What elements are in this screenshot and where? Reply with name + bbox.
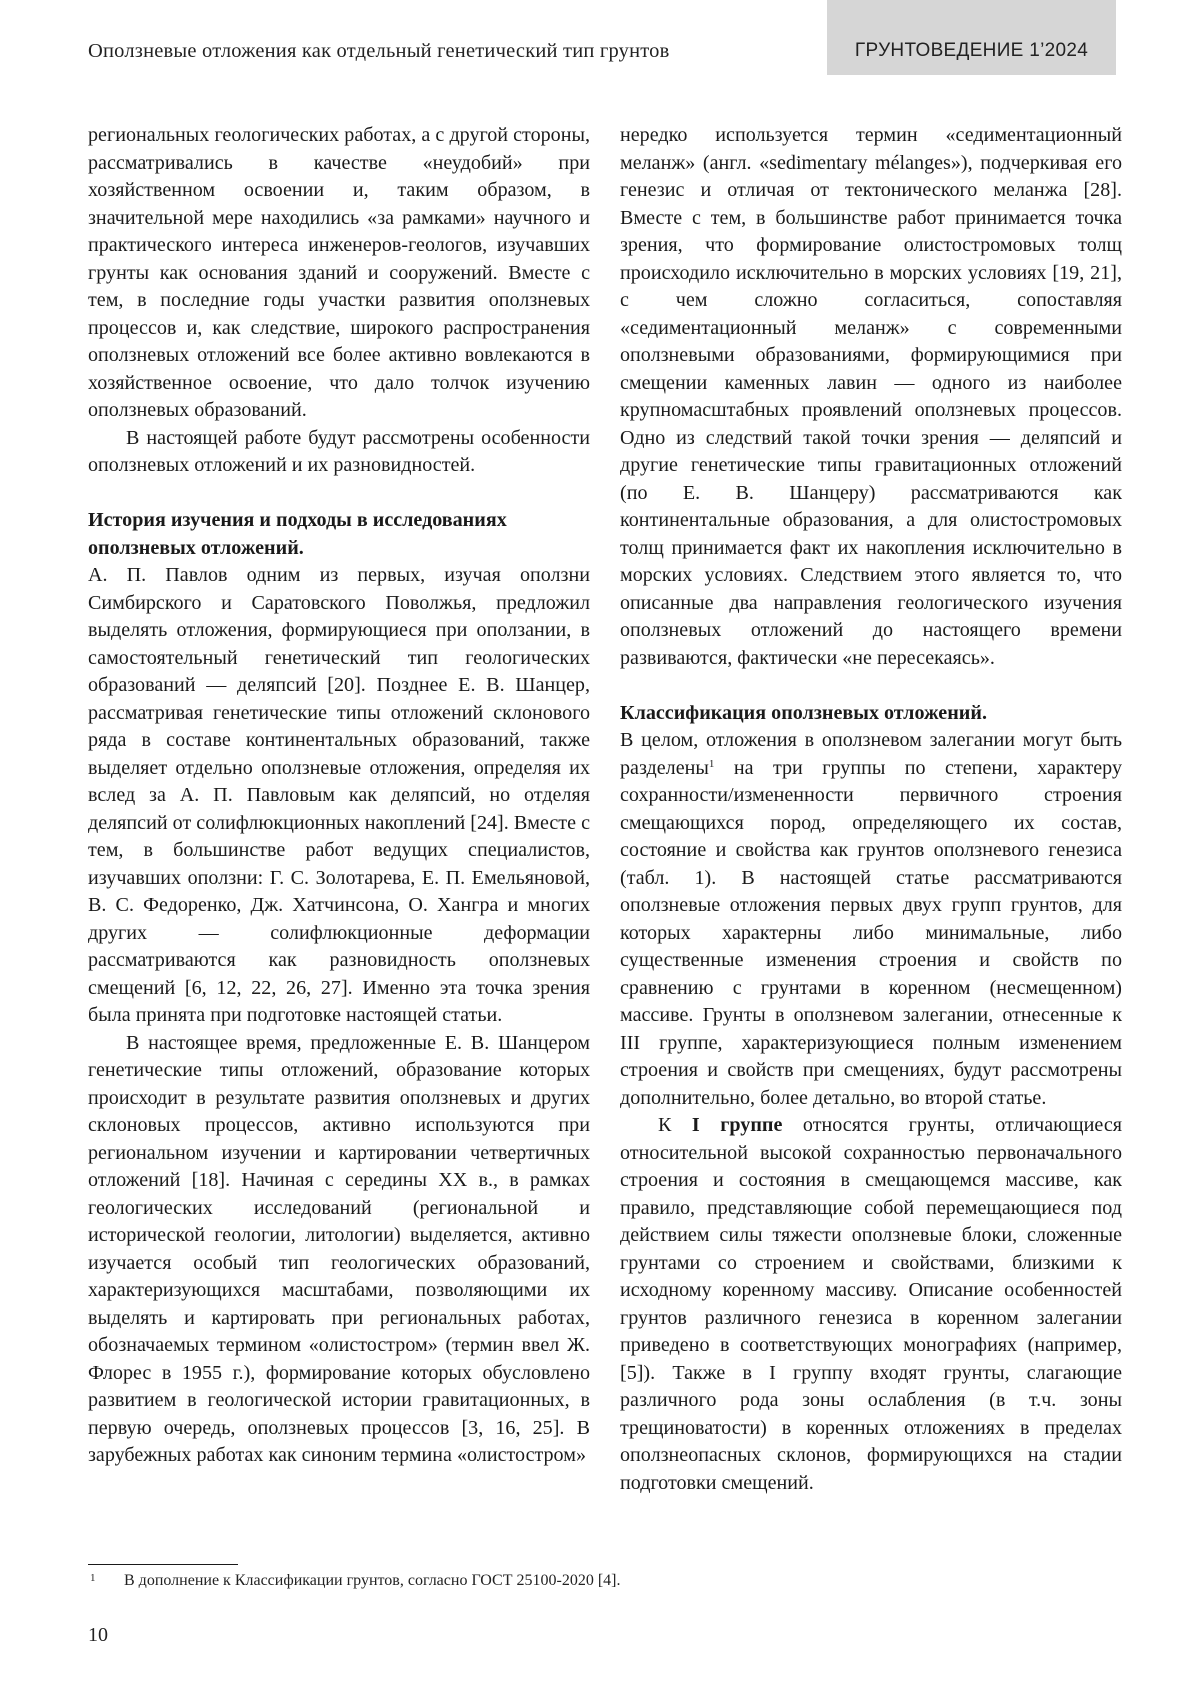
footnote-marker[interactable]: 1 — [708, 757, 715, 770]
paragraph: В настоящее время, предложенные Е. В. Шанцером генетические типы отложений, образование которых происходит в результате развития оползневых и других склоновых процессов, активно используются при региональном изучении и картировании четвертичных отложений [18]. Начиная с середины XX в., в рамках геологических исследований (региональной и исторической геологии, литологии) выделяется, активно изучается особый тип геологических образований, характеризующихся масштабами, позволяющими их выделять и картировать при региональных работах, обозначаемых термином «олистостром» (термин ввел Ж. Флорес в 1955 г.), формирование которых обусловлено развитием в геологической истории гравитационных, в первую очередь, оползневых процессов [3, 16, 25]. В зарубежных работах как синоним термина «олистостром» — [88, 1031, 590, 1466]
journal-header-box — [827, 0, 1116, 75]
footnote-text: В дополнение к Классификации грунтов, согласно ГОСТ 25100-2020 [4]. — [124, 1572, 621, 1589]
text-run: К — [658, 1114, 692, 1136]
text-run: В целом, отложения в оползневом залегании могут быть разделены — [620, 729, 1122, 779]
paragraph: нередко используется термин «седиментационный меланж» (англ. «sedimentary mélanges»), подчеркивая его генезис и отличая от тектонического меланжа [28]. Вместе с тем, в большинстве работ принимается точка зрения, что формирование олистостромовых толщ происходило исключительно в морских условиях [19, 21], с чем сложно согласиться, сопоставляя «седиментационный меланж» с современными оползневыми образованиями, формирующимися при смещении каменных лавин — одного из наиболее крупномасштабных проявлений оползневых процессов. Одно из следствий такой точки зрения — деляпсий и другие генетические типы гравитационных отложений (по Е. В. Шанцеру) рассматриваются как континентальные образования, а для олистостромовых толщ принимается факт их накопления исключительно в морских условиях. Следствием этого является то, что описанные два направления геологического изучения оползневых отложений до настоящего времени развиваются, фактически «не пересекаясь». — [620, 124, 1122, 669]
paragraph — [620, 1112, 1122, 1497]
paragraph: В настоящей работе будут рассмотрены особенности оползневых отложений и их разновидностей. — [88, 426, 590, 476]
right-column — [620, 122, 1122, 1497]
running-title: Оползневые отложения как отдельный генетический тип грунтов — [88, 40, 670, 62]
section-spacer — [620, 672, 1122, 700]
footnote-number: 1 — [90, 1572, 96, 1584]
journal-title: ГРУНТОВЕДЕНИЕ 1’2024 — [854, 40, 1089, 61]
section-heading: История изучения и подходы в исследованиях оползневых отложений. — [88, 509, 507, 559]
bold-term: I группе — [691, 1114, 783, 1136]
page-number: 10 — [88, 1624, 108, 1646]
paragraph: А. П. Павлов одним из первых, изучая оползни Симбирского и Саратовского Поволжья, предложил выделять отложения, формирующиеся при оползании, в самостоятельный генетический тип геологических образований — деляпсий [20]. Позднее Е. В. Шанцер, рассматривая генетические типы отложений склонового ряда в составе континентальных образований, также выделяет отдельно оползневые отложения, определяя их вслед за А. П. Павловым как деляпсий, но отделяя деляпсий от солифлюкционных накоплений [24]. Вместе с тем, в большинстве работ ведущих специалистов, изучавших оползни: Г. С. Золотарева, Е. П. Емельяновой, В. С. Федоренко, Дж. Хатчинсона, О. Хангра и многих других — солифлюкционные деформации рассматриваются как разновидность оползневых смещений [6, 12, 22, 26, 27]. Именно эта точка зрения была принята при подготовке настоящей статьи. — [88, 564, 590, 1026]
text-run: относятся грунты, отличающиеся относительной высокой сохранностью первоначального строения и состояния в смещающемся массиве, как правило, представляющие собой перемещающиеся под действием силы тяжести оползневые блоки, сложенные грунтами со строением и свойствами, близкими к исходному коренному массиву. Описание особенностей грунтов различного генезиса в коренном залегании приведено в соответствующих монографиях (например, [5]). Также в I группу входят грунты, слагающие различного рода зоны ослабления (в т.ч. зоны трещиноватости) в коренных отложениях в пределах оползнеопасных склонов, формирующихся на стадии подготовки смещений. — [620, 1114, 1122, 1494]
section-spacer — [88, 480, 590, 508]
paragraph — [620, 727, 1122, 1112]
paragraph: региональных геологических работах, а с другой стороны, рассматривались в качестве «неудобий» при хозяйственном освоении и, таким образом, в значительной мере находились «за рамками» научного и практического интереса инженеров-геологов, изучавших грунты как основания зданий и сооружений. Вместе с тем, в последние годы участки развития оползневых процессов и, как следствие, широкого распространения оползневых отложений все более активно вовлекаются в хозяйственное освоение, что дало толчок изучению оползневых образований. — [88, 124, 590, 421]
text-run: на три группы по степени, характеру сохранности/измененности первичного строения смещающихся пород, определяющего их состав, состояние и свойства как грунтов оползневого генезиса (табл. 1). В настоящей статье рассматриваются оползневые отложения первых двух групп грунтов, для которых характерны либо минимальные, либо существенные изменения строения и свойств по сравнению с грунтами в коренном (несмещенном) массиве. Грунты в оползневом залегании, отнесенные к III группе, характеризующиеся полным изменением строения и свойств при смещениях, будут рассмотрены дополнительно, более детально, во второй статье. — [620, 756, 1122, 1109]
footnote-rule — [88, 1564, 238, 1565]
section-heading: Классификация оползневых отложений. — [620, 701, 987, 724]
left-column — [88, 122, 590, 1470]
